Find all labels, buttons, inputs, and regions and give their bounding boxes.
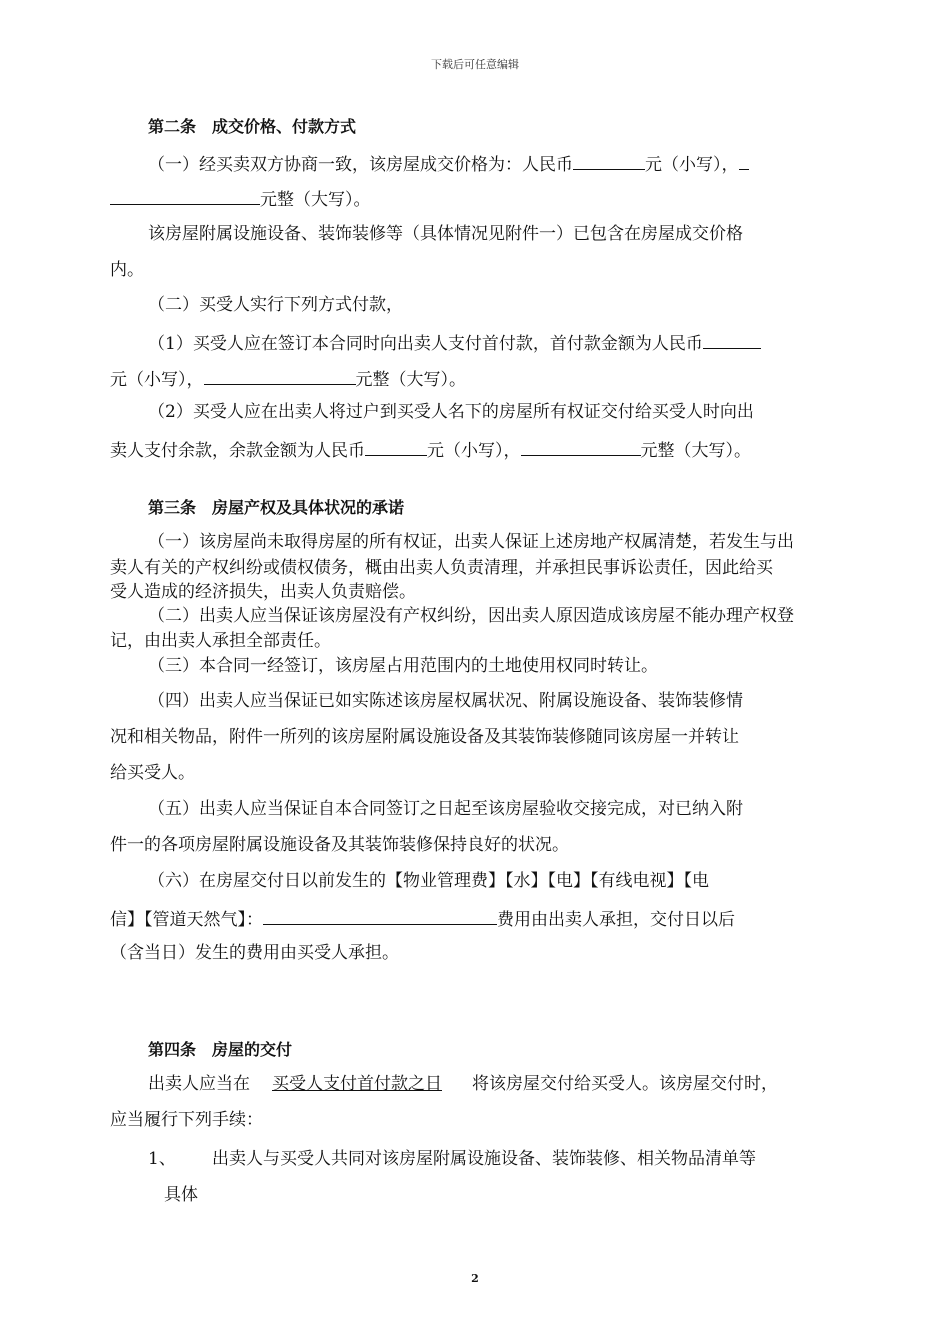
section-3-title: 第三条 房屋产权及具体状况的承诺 bbox=[148, 498, 405, 517]
s4-item-number: 1、 bbox=[148, 1149, 176, 1169]
price-upper-blank-start[interactable] bbox=[739, 154, 749, 170]
s3-line-7: （四）出卖人应当保证已如实陈述该房屋权属状况、附属设施设备、装饰装修情 bbox=[148, 691, 743, 711]
s3-line-2: 卖人有关的产权纠纷或债权债务，概由出卖人负责清理，并承担民事诉讼责任，因此给买 bbox=[110, 558, 773, 578]
down-payment-upper-blank[interactable] bbox=[204, 369, 356, 385]
s3-line-8: 况和相关物品，附件一所列的该房屋附属设施设备及其装饰装修随同该房屋一并转让 bbox=[110, 727, 739, 747]
s2-down-payment-text: （1）买受人应在签订本合同时向出卖人支付首付款，首付款金额为人民币 bbox=[148, 334, 703, 354]
s3-line-5: 记，由出卖人承担全部责任。 bbox=[110, 631, 331, 651]
s3-line-9: 给买受人。 bbox=[110, 763, 195, 783]
s4-line-4: 具体 bbox=[164, 1185, 198, 1205]
s2-balance-unit: 元（小写）， bbox=[427, 441, 521, 461]
section-4-title: 第四条 房屋的交付 bbox=[148, 1040, 293, 1059]
s2-balance-line: （2）买受人应在出卖人将过户到买受人名下的房屋所有权证交付给买受人时向出 bbox=[148, 402, 754, 422]
s4-line-2: 应当履行下列手续： bbox=[110, 1110, 263, 1130]
s3-line-3: 受人造成的经济损失，出卖人负责赔偿。 bbox=[110, 582, 416, 602]
balance-lower-blank[interactable] bbox=[365, 440, 427, 456]
s4-line-3: 出卖人与买受人共同对该房屋附属设施设备、装饰装修、相关物品清单等 bbox=[212, 1149, 756, 1169]
s2-price-upper-unit: 元整（大写）。 bbox=[260, 190, 371, 210]
s2-down-payment-line-2 bbox=[110, 369, 466, 389]
balance-upper-blank[interactable] bbox=[521, 440, 641, 456]
s4-delivery-text: 出卖人应当在 bbox=[148, 1074, 250, 1094]
s2-price-line-2 bbox=[110, 189, 371, 209]
down-payment-lower-blank[interactable] bbox=[703, 333, 761, 349]
s2-payment-method: （二）买受人实行下列方式付款， bbox=[148, 295, 403, 315]
s3-utilities-seller: 费用由出卖人承担，交付日以后 bbox=[497, 910, 735, 930]
s2-price-line bbox=[148, 154, 749, 174]
s3-line-12: （六）在房屋交付日以前发生的【物业管理费】【水】【电】【有线电视】【电 bbox=[148, 871, 709, 891]
s2-balance-text: 卖人支付余款，余款金额为人民币 bbox=[110, 441, 365, 461]
section-2-title: 第二条 成交价格、付款方式 bbox=[148, 117, 357, 136]
s2-down-payment-upper-unit: 元整（大写）。 bbox=[355, 370, 466, 390]
page-header: 下载后可任意编辑 bbox=[431, 58, 519, 71]
s2-price-text: （一）经买卖双方协商一致，该房屋成交价格为：人民币 bbox=[148, 155, 573, 175]
s4-delivery-text-2: 将该房屋交付给买受人。该房屋交付时， bbox=[472, 1074, 778, 1094]
s2-balance-line-2 bbox=[110, 440, 751, 460]
utilities-blank[interactable] bbox=[263, 909, 497, 925]
s3-line-10: （五）出卖人应当保证自本合同签订之日起至该房屋验收交接完成，对已纳入附 bbox=[148, 799, 743, 819]
s3-utilities-text: 信】【管道天然气】： bbox=[110, 910, 263, 930]
s3-line-14: （含当日）发生的费用由买受人承担。 bbox=[110, 943, 399, 963]
s2-price-unit: 元（小写）， bbox=[645, 155, 739, 175]
s3-line-11: 件一的各项房屋附属设施设备及其装饰装修保持良好的状况。 bbox=[110, 835, 569, 855]
s4-line-1 bbox=[148, 1076, 778, 1093]
s3-line-6: （三）本合同一经签订，该房屋占用范围内的土地使用权同时转让。 bbox=[148, 656, 658, 676]
price-upper-blank[interactable] bbox=[110, 189, 260, 205]
s2-balance-upper-unit: 元整（大写）。 bbox=[640, 441, 751, 461]
s3-line-1: （一）该房屋尚未取得房屋的所有权证，出卖人保证上述房地产权属清楚，若发生与出 bbox=[148, 532, 794, 552]
s3-line-4: （二）出卖人应当保证该房屋没有产权纠纷，因出卖人原因造成该房屋不能办理产权登 bbox=[148, 606, 794, 626]
s2-down-payment-line bbox=[148, 333, 761, 353]
delivery-date-field[interactable]: 买受人支付首付款之日 bbox=[272, 1074, 442, 1094]
s2-fixtures-line: 该房屋附属设施设备、装饰装修等（具体情况见附件一）已包含在房屋成交价格 bbox=[148, 224, 743, 244]
s3-line-13 bbox=[110, 909, 735, 929]
s2-fixtures-line-2: 内。 bbox=[110, 260, 144, 280]
s2-down-payment-unit: 元（小写）， bbox=[110, 370, 204, 390]
page-number: 2 bbox=[471, 1272, 479, 1285]
price-lower-blank[interactable] bbox=[573, 154, 645, 170]
